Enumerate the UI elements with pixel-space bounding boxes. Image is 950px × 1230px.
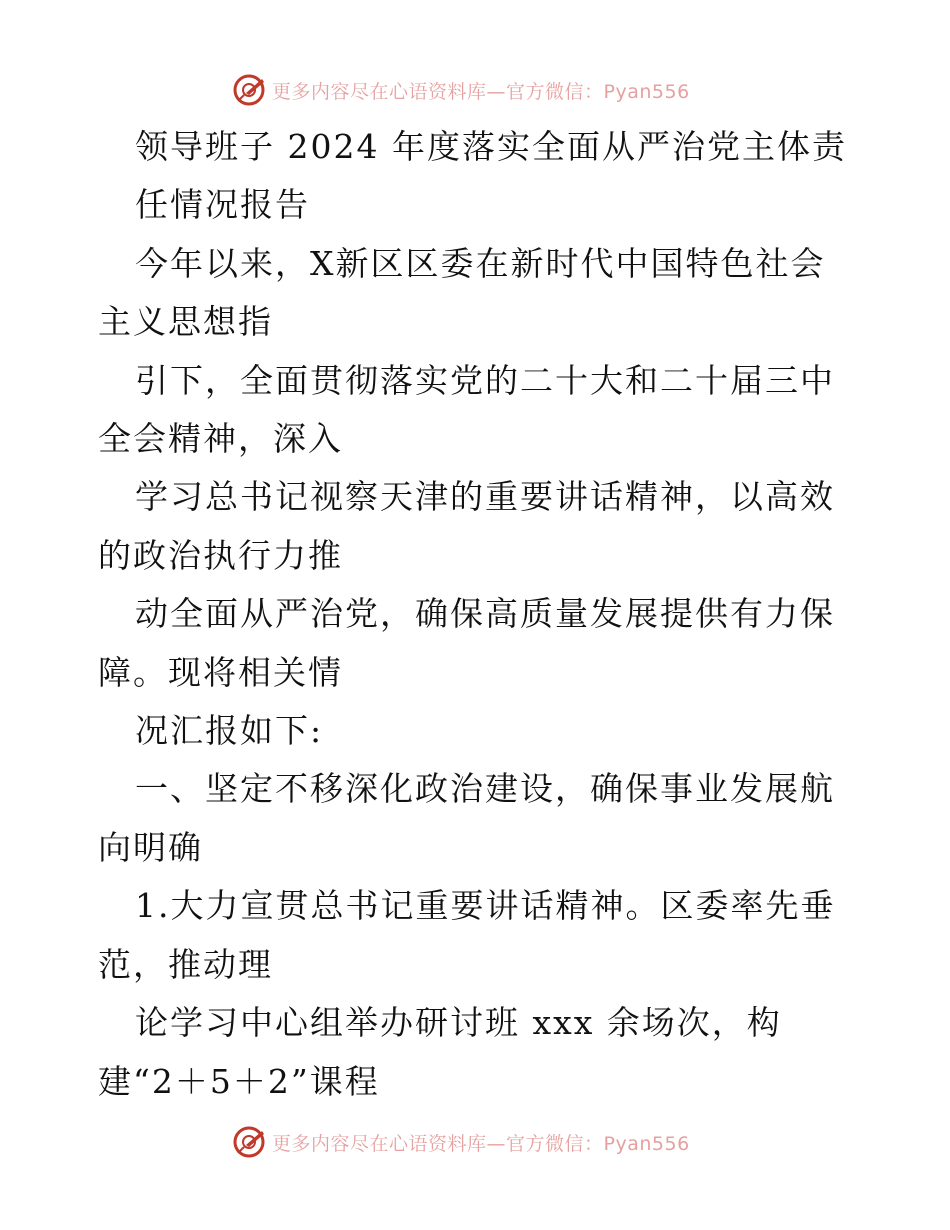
watermark-footer [232, 1124, 690, 1160]
document-paragraph: 学习总书记视察天津的重要讲话精神，以高效的政治执行力推 [98, 477, 835, 575]
brand-logo-icon [232, 1125, 266, 1159]
document-paragraph: 况汇报如下: [135, 711, 324, 751]
watermark-text: 更多内容尽在心语资料库—官方微信：Pyan556 [272, 80, 690, 103]
document-paragraph: 今年以来，X新区区委在新时代中国特色社会主义思想指 [98, 243, 826, 342]
document-paragraph: 引下，全面贯彻落实党的二十大和二十届三中全会精神，深入 [98, 360, 835, 459]
document-paragraph: 论学习中心组举办研讨班 xxx 余场次，构建“2＋5＋2”课程 [98, 1003, 782, 1101]
document-paragraph: 任情况报告 [135, 185, 310, 225]
document-body [98, 118, 858, 1111]
document-paragraph: 1.大力宣贯总书记重要讲话精神。区委率先垂范，推动理 [98, 886, 836, 984]
document-paragraph: 动全面从严治党，确保高质量发展提供有力保障。现将相关情 [98, 594, 835, 692]
document-paragraph: 领导班子 2024 年度落实全面从严治党主体责 [135, 127, 847, 166]
watermark-text: 更多内容尽在心语资料库—官方微信：Pyan556 [272, 1132, 690, 1155]
brand-logo-icon [232, 73, 266, 107]
document-paragraph: 一、坚定不移深化政治建设，确保事业发展航向明确 [98, 769, 835, 867]
watermark-header [232, 72, 690, 108]
